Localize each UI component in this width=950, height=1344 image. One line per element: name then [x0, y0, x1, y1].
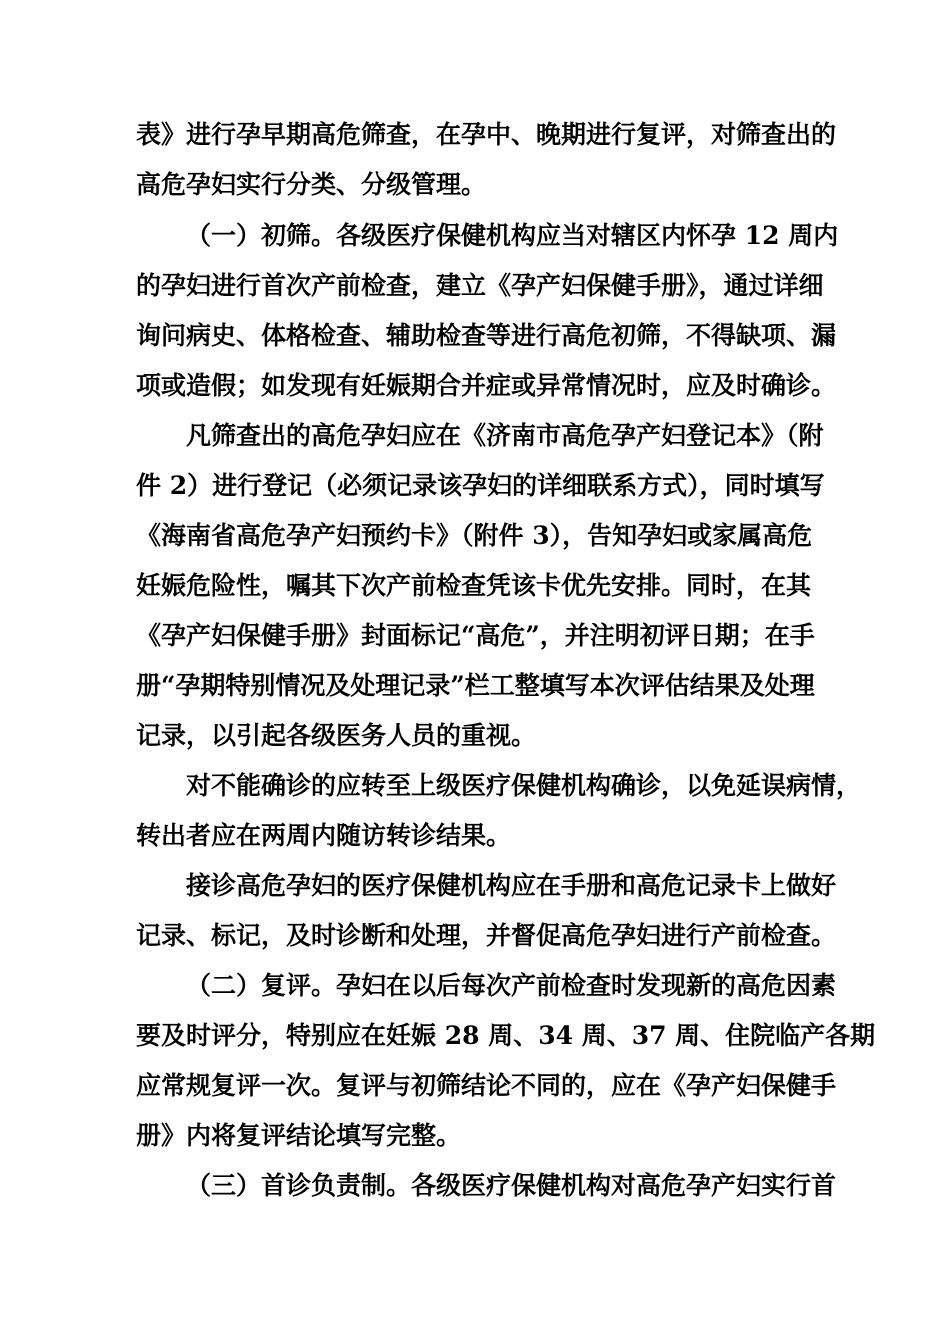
text-line: 的孕妇进行首次产前检查，建立《孕产妇保健手册》，通过详细: [136, 271, 824, 300]
text-line: 件 2）进行登记（必须记录该孕妇的详细联系方式），同时填写: [136, 471, 825, 500]
text-line: 转出者应在两周内随访转诊结果。: [136, 821, 512, 850]
paragraph-first-line: （三）首诊负责制。各级医疗保健机构对高危孕产妇实行首: [186, 1171, 837, 1200]
text-line: 表》进行孕早期高危筛查，在孕中、晚期进行复评，对筛查出的: [136, 120, 837, 149]
text-line: 询问病史、体格检查、辅助检查等进行高危初筛，不得缺项、漏: [136, 321, 837, 350]
text-line: 《海南省高危孕产妇预约卡》（附件 3），告知孕妇或家属高危: [136, 521, 813, 550]
text-line: 《孕产妇保健手册》封面标记“高危”，并注明初评日期；在手: [136, 621, 815, 650]
paragraph-first-line: （一）初筛。各级医疗保健机构应当对辖区内怀孕 12 周内: [186, 221, 839, 250]
paragraph-first-line: 对不能确诊的应转至上级医疗保健机构确诊，以免延误病情，: [186, 771, 862, 800]
text-line: 册“孕期特别情况及处理记录”栏工整填写本次评估结果及处理: [136, 671, 815, 700]
text-line: 项或造假；如发现有妊娠期合并症或异常情况时，应及时确诊。: [136, 371, 837, 400]
text-line: 要及时评分，特别应在妊娠 28 周、34 周、37 周、住院临产各期: [136, 1021, 876, 1050]
paragraph-first-line: 凡筛查出的高危孕妇应在《济南市高危孕产妇登记本》（附: [186, 421, 824, 450]
text-line: 记录、标记，及时诊断和处理，并督促高危孕妇进行产前检查。: [136, 921, 837, 950]
text-line: 妊娠危险性，嘱其下次产前检查凭该卡优先安排。同时，在其: [136, 571, 812, 600]
text-line: 应常规复评一次。复评与初筛结论不同的，应在《孕产妇保健手: [136, 1071, 837, 1100]
paragraph-first-line: 接诊高危孕妇的医疗保健机构应在手册和高危记录卡上做好: [186, 871, 837, 900]
text-line: 高危孕妇实行分类、分级管理。: [136, 170, 487, 199]
text-line: 册》内将复评结论填写完整。: [136, 1121, 462, 1150]
text-line: 记录，以引起各级医务人员的重视。: [136, 721, 537, 750]
paragraph-first-line: （二）复评。孕妇在以后每次产前检查时发现新的高危因素: [186, 971, 837, 1000]
